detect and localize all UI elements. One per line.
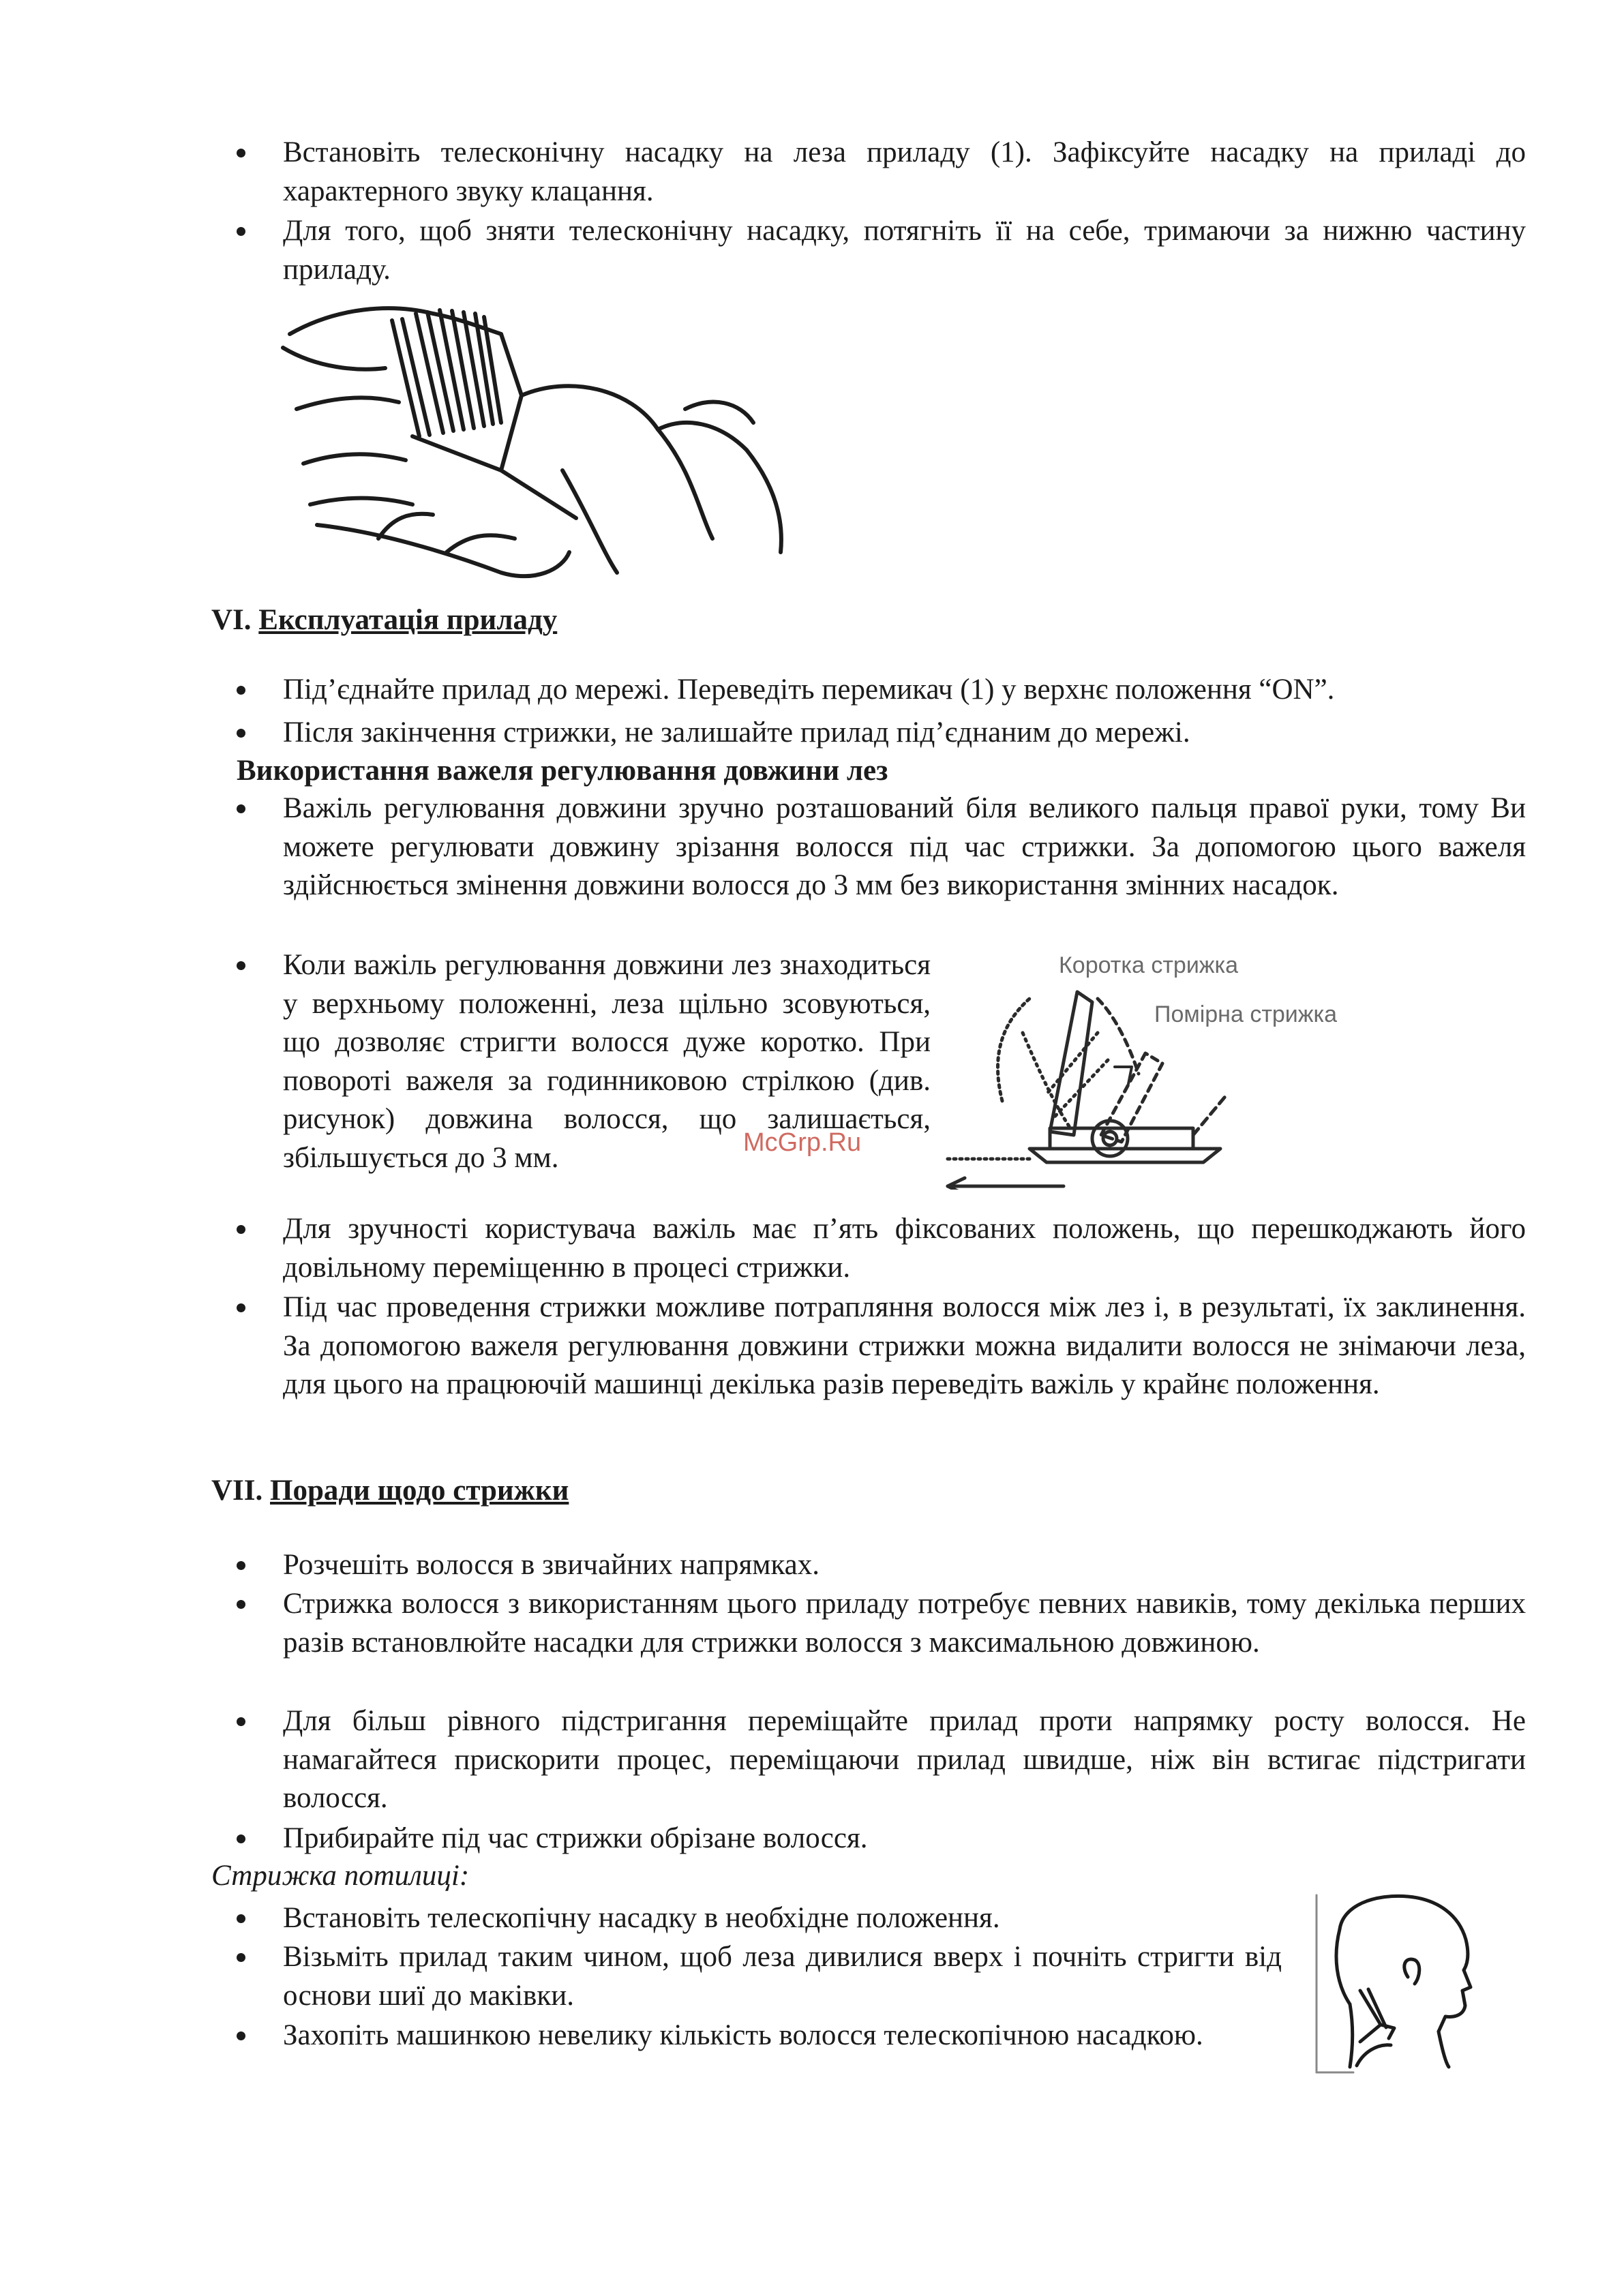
bullet-text: Важіль регулювання довжини зручно розташований біля великого пальця правої руки, тому Ви можете регулювати довжину зрізання волосся під час стрижки. За допомогою цього важеля здійснюється змінення довжини волосся до 3 мм без використання змінних насадок.	[283, 792, 1526, 901]
section-number: VII.	[211, 1475, 263, 1507]
section-title: Експлуатація приладу	[258, 604, 558, 636]
bullet-icon	[237, 227, 245, 236]
bullet-icon	[237, 686, 245, 695]
list-item	[283, 1210, 1526, 1287]
list-item	[283, 1899, 1282, 1938]
bullet-icon	[237, 149, 245, 157]
bullet-text: Під час проведення стрижки можливе потрапляння волосся між лез і, в результаті, їх заклинення. За допомогою важеля регулювання довжини стрижки можна видалити волосся не знімаючи леза, для цього на працюючій машинці декілька разів переведіть важіль у крайнє положення.	[283, 1291, 1526, 1400]
bullet-icon	[237, 729, 245, 738]
bullet-text: Для більш рівного підстригання переміщайте прилад проти напрямку росту волосся. Не намагайтеся прискорити процес, переміщаючи прилад швидше, ніж він встигає підстригати волосся.	[283, 1705, 1526, 1814]
bullet-text: Після закінчення стрижки, не залишайте прилад під’єднаним до мережі.	[283, 716, 1190, 749]
list-item	[283, 671, 1526, 710]
watermark: McGrp.Ru	[743, 1128, 862, 1157]
bullet-text: Захопіть машинкою невелику кількість волосся телескопічною насадкою.	[283, 2019, 1203, 2051]
bullet-icon	[237, 804, 245, 813]
list-item	[283, 1938, 1282, 2015]
bullet-text: Візьміть прилад таким чином, щоб леза дивилися вверх і почніть стригти від основи шиї до маківки.	[283, 1941, 1282, 2012]
nape-subtitle: Стрижка потилиці:	[211, 1860, 470, 1892]
list-item	[283, 1819, 1526, 1858]
bullet-text: Для того, щоб зняти телесконічну насадку, потягніть її на себе, тримаючи за нижню частину приладу.	[283, 215, 1526, 286]
list-item	[283, 1702, 1526, 1818]
label-short-cut: Коротка стрижка	[1059, 952, 1239, 978]
subheading: Використання важеля регулювання довжини лез	[237, 755, 888, 787]
section-title: Поради щодо стрижки	[270, 1475, 569, 1507]
section-heading	[211, 601, 557, 639]
bullet-text: Для зручності користувача важіль має п’ять фіксованих положень, що перешкоджають його довільному переміщенню в процесі стрижки.	[283, 1213, 1526, 1284]
bullet-icon	[237, 1303, 245, 1312]
label-medium-cut: Помірна стрижка	[1154, 1001, 1338, 1027]
bullet-text: Прибирайте під час стрижки обрізане волосся.	[283, 1822, 868, 1854]
list-item	[283, 1288, 1526, 1404]
bullet-text: Встановіть телескопічну насадку в необхідне положення.	[283, 1902, 1000, 1934]
bullet-icon	[237, 1225, 245, 1234]
bullet-text: Коли важіль регулювання довжини лез знаходиться у верхньому положенні, леза щільно зсовуються, що дозволяє стригти волосся дуже коротко. При повороті важеля за годинниковою стрілкою (див. рисунок) довжина волосся, що залишається, збільшується до 3 мм.	[283, 949, 931, 1174]
bullet-text: Стрижка волосся з використанням цього приладу потребує певних навиків, тому декілька перших разів встановлюйте насадки для стрижки волосся з максимальною довжиною.	[283, 1588, 1526, 1659]
section-number: VI.	[211, 604, 252, 636]
section-heading	[211, 1472, 569, 1510]
bullet-text: Встановіть телесконічну насадку на леза приладу (1). Зафіксуйте насадку на приладі до характерного звуку клацання.	[283, 136, 1526, 207]
list-item	[283, 1546, 1526, 1585]
list-item	[283, 212, 1526, 289]
list-item	[283, 134, 1526, 211]
hand-holding-clipper-illustration	[276, 293, 794, 579]
bullet-icon	[237, 2031, 245, 2040]
list-item	[283, 1585, 1526, 1662]
list-item	[283, 2016, 1282, 2055]
bullet-icon	[237, 1914, 245, 1923]
bullet-icon	[237, 1834, 245, 1843]
bullet-icon	[237, 1717, 245, 1726]
bullet-icon	[237, 961, 245, 970]
bullet-text: Під’єднайте прилад до мережі. Переведіть перемикач (1) у верхнє положення “ON”.	[283, 674, 1335, 706]
head-profile-nape-illustration	[1312, 1888, 1486, 2086]
bullet-icon	[237, 1953, 245, 1962]
list-item	[283, 714, 1526, 753]
list-item	[283, 789, 1526, 905]
bullet-text: Розчешіть волосся в звичайних напрямках.	[283, 1549, 820, 1581]
bullet-icon	[237, 1561, 245, 1570]
lever-diagram	[934, 978, 1370, 1190]
bullet-icon	[237, 1600, 245, 1609]
